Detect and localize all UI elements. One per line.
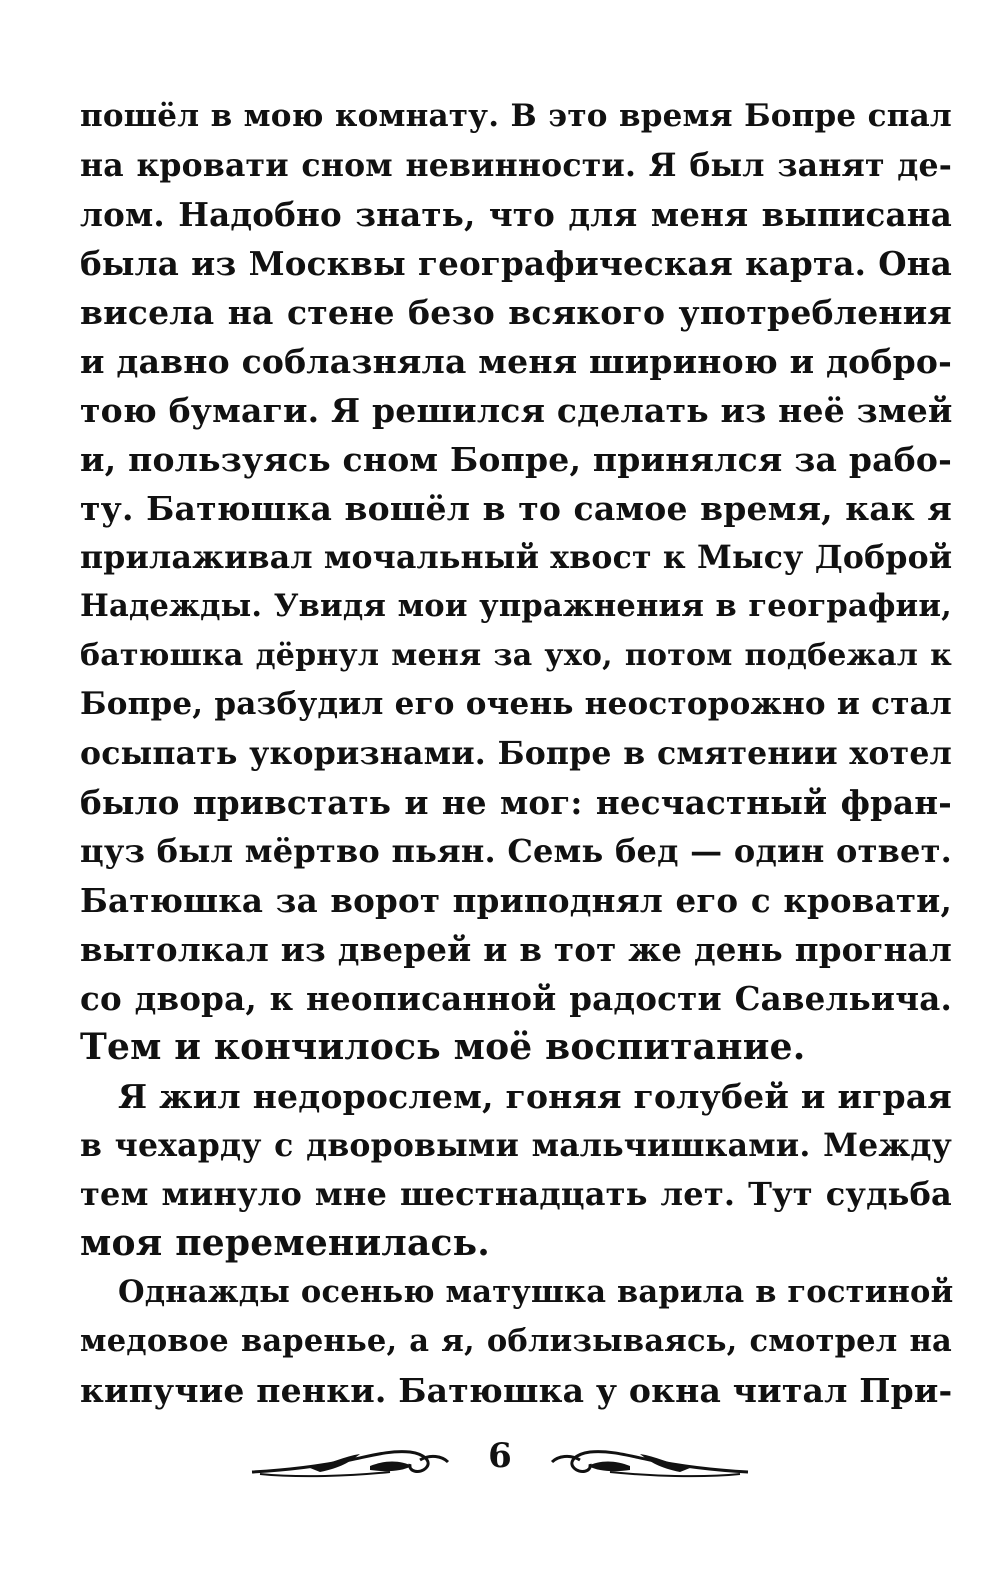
paragraph-1 [80, 92, 952, 1072]
paragraph-3 [80, 1268, 952, 1415]
text-line: висела на стене безо всякого употребления [80, 293, 952, 332]
text-line: Я жил недорослем, гоняя голубей и играя [118, 1077, 952, 1116]
text-line: пошёл в мою комнату. В это время Бопре спал [80, 98, 952, 134]
text-line: тем минуло мне шестнадцать лет. Тут судьба [80, 1175, 952, 1213]
page-number: 6 [488, 1436, 512, 1476]
text-line: Бопре, разбудил его очень неосторожно и стал [80, 686, 952, 722]
text-line: прилаживал мочальный хвост к Мысу Доброй [80, 539, 953, 576]
text-line: ту. Батюшка вошёл в то самое время, как я [80, 489, 952, 528]
text-line: в чехарду с дворовыми мальчишками. Между [80, 1127, 952, 1164]
text-line: кипучие пенки. Батюшка у окна читал При- [80, 1371, 953, 1410]
text-line: медовое варенье, а я, облизываясь, смотрел на [80, 1323, 952, 1359]
page-body [80, 92, 952, 1415]
page-footer [0, 1432, 1000, 1492]
text-line: Надежды. Увидя мои упражнения в географии, [80, 588, 952, 624]
text-line: со двора, к неописанной радости Савельича. [80, 979, 952, 1018]
text-line: Однажды осенью матушка варила в гостиной [118, 1274, 954, 1310]
flourish-left-icon [250, 1442, 450, 1482]
text-line: Тем и кончилось моё воспитание. [80, 1026, 806, 1068]
paragraph-2 [80, 1072, 952, 1268]
text-line: батюшка дёрнул меня за ухо, потом подбежал к [80, 638, 952, 673]
text-line: и давно соблазняла меня шириною и добро- [80, 342, 952, 381]
text-line: на кровати сном невинности. Я был занят де- [80, 147, 952, 184]
text-line: и, пользуясь сном Бопре, принялся за рабо- [80, 440, 952, 479]
text-line: цуз был мёртво пьян. Семь бед — один ответ. [80, 832, 952, 870]
text-line: вытолкал из дверей и в тот же день прогнал [80, 930, 952, 969]
text-line: осыпать укоризнами. Бопре в смятении хотел [80, 735, 952, 772]
text-line: было привстать и не мог: несчастный фран- [80, 783, 952, 822]
text-line: тою бумаги. Я решился сделать из неё змей [80, 391, 953, 430]
text-line: моя переменилась. [80, 1222, 490, 1264]
text-line: лом. Надобно знать, что для меня выписана [80, 195, 952, 234]
text-line: Батюшка за ворот приподнял его с кровати, [80, 881, 952, 920]
flourish-right-icon [550, 1442, 750, 1482]
text-line: была из Москвы географическая карта. Она [80, 244, 952, 283]
